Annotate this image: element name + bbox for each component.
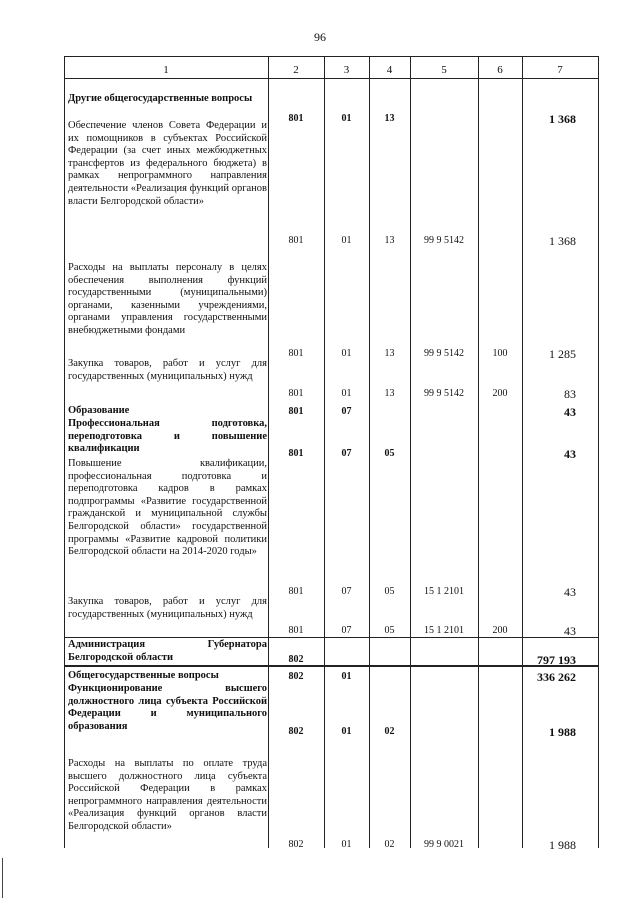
cell-c5: 15 1 2101 bbox=[424, 625, 464, 636]
cell-c2: 801 bbox=[288, 406, 304, 417]
header-col-4: 4 bbox=[386, 64, 393, 76]
cell-c3: 01 bbox=[341, 671, 352, 682]
cell-c4: 13 bbox=[384, 235, 395, 246]
cell-c4: 05 bbox=[384, 625, 395, 636]
cell-amount: 1 988 bbox=[549, 725, 576, 739]
cell-c4: 02 bbox=[384, 839, 395, 850]
cell-c3: 01 bbox=[341, 839, 352, 850]
row-description: Расходы на выплаты по оплате труда высшего должностного лица субъекта Российской Федерации в рамках непрограммного направления деятельности «Реализация функций органов власти Белгородской области» bbox=[68, 758, 267, 832]
cell-c4: 13 bbox=[384, 113, 395, 124]
column-border bbox=[64, 56, 65, 848]
scan-edge-mark bbox=[2, 858, 3, 898]
cell-c4: 02 bbox=[384, 726, 395, 737]
cell-c3: 07 bbox=[341, 406, 352, 417]
cell-amount: 1 368 bbox=[549, 234, 576, 248]
cell-c2: 802 bbox=[288, 654, 304, 665]
header-col-7: 7 bbox=[557, 64, 563, 76]
page-number: 96 bbox=[314, 30, 326, 44]
cell-c2: 801 bbox=[288, 586, 304, 597]
cell-c5: 99 9 0021 bbox=[424, 839, 464, 850]
row-description: Обеспечение членов Совета Федерации и их помощников в субъектах Российской Федерации (за счет иных межбюджетных трансфертов из федерального бюджета) в рамках непрограммного направления деятельности «Реализация функций органов власти Белгородской области» bbox=[68, 120, 267, 207]
cell-c2: 801 bbox=[288, 348, 304, 359]
header-col-1: 1 bbox=[163, 64, 169, 76]
cell-c4: 05 bbox=[384, 448, 395, 459]
cell-amount: 1 988 bbox=[549, 838, 576, 852]
column-border bbox=[410, 56, 411, 848]
cell-c6: 200 bbox=[492, 388, 508, 399]
row-description: Расходы на выплаты персоналу в целях обеспечения выполнения функций государственными (муниципальными) органами, казенными учреждениями, органами управления государственными внебюджетными фондами bbox=[68, 262, 267, 336]
cell-c2: 802 bbox=[288, 839, 304, 850]
row-border bbox=[64, 56, 599, 57]
cell-c2: 801 bbox=[288, 388, 304, 399]
row-description: Образование bbox=[68, 405, 130, 416]
cell-amount: 43 bbox=[564, 405, 576, 419]
cell-c6: 200 bbox=[492, 625, 508, 636]
row-description: Администрация Губернатора Белгородской области bbox=[68, 639, 267, 663]
cell-c5: 99 9 5142 bbox=[424, 235, 464, 246]
cell-c4: 13 bbox=[384, 348, 395, 359]
column-border bbox=[598, 56, 599, 848]
cell-amount: 83 bbox=[564, 387, 576, 401]
row-description: Закупка товаров, работ и услуг для государственных (муниципальных) нужд bbox=[68, 596, 267, 620]
cell-c3: 01 bbox=[341, 235, 352, 246]
cell-c3: 01 bbox=[341, 348, 352, 359]
cell-c6: 100 bbox=[492, 348, 508, 359]
cell-c4: 13 bbox=[384, 388, 395, 399]
cell-amount: 1 368 bbox=[549, 112, 576, 126]
header-col-5: 5 bbox=[441, 64, 447, 76]
cell-amount: 336 262 bbox=[537, 670, 576, 684]
cell-c2: 801 bbox=[288, 448, 304, 459]
cell-c2: 801 bbox=[288, 113, 304, 124]
cell-c2: 801 bbox=[288, 625, 304, 636]
row-description: Профессиональная подготовка, переподготовка и повышение квалификации bbox=[68, 418, 267, 455]
cell-c5: 99 9 5142 bbox=[424, 388, 464, 399]
cell-amount: 43 bbox=[564, 447, 576, 461]
header-col-3: 3 bbox=[343, 64, 350, 76]
header-col-6: 6 bbox=[497, 64, 503, 76]
row-description: Общегосударственные вопросы bbox=[68, 670, 219, 681]
row-border bbox=[64, 78, 599, 79]
cell-c3: 07 bbox=[341, 586, 352, 597]
cell-c3: 01 bbox=[341, 113, 352, 124]
cell-c2: 802 bbox=[288, 671, 304, 682]
cell-c3: 01 bbox=[341, 388, 352, 399]
row-description: Функционирование высшего должностного лица субъекта Российской Федерации и муниципального образования bbox=[68, 683, 267, 732]
cell-c5: 99 9 5142 bbox=[424, 348, 464, 359]
row-description: Другие общегосударственные вопросы bbox=[68, 93, 253, 104]
row-description: Закупка товаров, работ и услуг для государственных (муниципальных) нужд bbox=[68, 358, 267, 382]
row-description: Повышение квалификации, профессиональная подготовка и переподготовка кадров в рамках подпрограммы «Развитие государственной гражданской и муниципальной службы Белгородской области» государственной программы «Развитие кадровой политики Белгородской области на 2014-2020 годы» bbox=[68, 458, 267, 558]
cell-c3: 07 bbox=[341, 448, 352, 459]
cell-c4: 05 bbox=[384, 586, 395, 597]
cell-c3: 01 bbox=[341, 726, 352, 737]
cell-amount: 43 bbox=[564, 624, 576, 638]
cell-c2: 802 bbox=[288, 726, 304, 737]
cell-amount: 797 193 bbox=[537, 653, 576, 667]
cell-c5: 15 1 2101 bbox=[424, 586, 464, 597]
cell-amount: 1 285 bbox=[549, 347, 576, 361]
cell-amount: 43 bbox=[564, 585, 576, 599]
header-col-2: 2 bbox=[293, 64, 299, 76]
cell-c2: 801 bbox=[288, 235, 304, 246]
cell-c3: 07 bbox=[341, 625, 352, 636]
